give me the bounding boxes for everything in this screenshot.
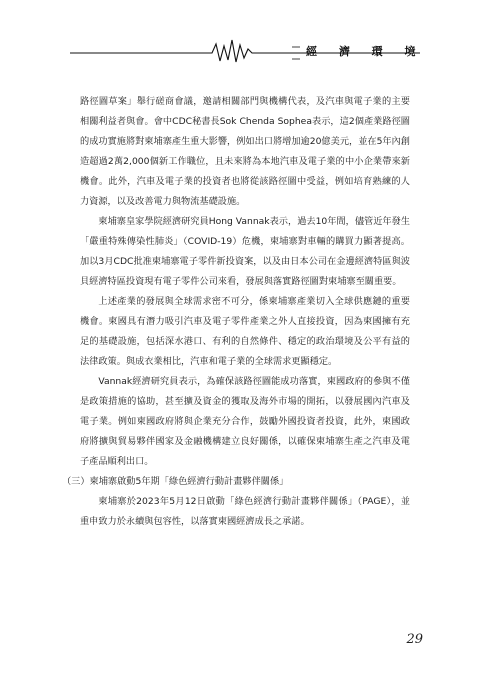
paragraph-5: 柬埔寨於2023年5月12日啟動「綠色經濟行動計畫夥伴關係」（PAGE），並重申致力於永續與包容性，以落實柬國經濟成長之承諾。 xyxy=(80,496,410,527)
page-number: 29 xyxy=(406,632,423,647)
page-header xyxy=(0,0,480,70)
paragraph-4: Vannak經濟研究員表示，為確保該路徑圖能成功落實，柬國政府的參與不僅是政策措施的協助，甚至擴及資金的獲取及海外市場的開拓，以發展國內汽車及電子業。例如柬國政府將與企業充分合作，鼓勵外國投資者投資，此外，柬國政府將擴與貿易夥伴國家及金融機構建立良好關係，以確保柬埔寨生產之汽車及電子產品順利出口。 xyxy=(80,376,410,467)
header-heartbeat-line xyxy=(0,0,480,70)
paragraph-1: 路徑圖草案」舉行磋商會議，邀請相關部門與機構代表，及汽車與電子業的主要相關利益者與會。會中CDC秘書長Sok Chenda Sophea表示，這2個產業路徑圖的成功實施將對柬埔寨產生重大影響，例如出口將增加逾20億美元，並在5年內創造超過2萬2,000個新工作職位，且未來將為本地汽車及電子業的中小企業帶來新機會。此外，汽車及電子業的投資者也將從該路徑圖中受益，例如培育熟練的人力資源，以及改善電力與物流基礎設施。 xyxy=(80,96,410,207)
document-body xyxy=(62,92,410,532)
header-title: 經 濟 環 境 xyxy=(306,45,425,58)
paragraph-3: 上述產業的發展與全球需求密不可分，係柬埔寨產業切入全球供應鏈的重要機會。柬國具有潛力吸引汽車及電子零件產業之外人直接投資，因為柬國擁有充足的基礎設施，包括深水港口、有利的自然條件、穩定的政治環境及公平有益的法律政策。與成衣業相比，汽車和電子業的全球需求更顯穩定。 xyxy=(80,296,410,367)
section-heading: （三）柬埔寨啟動5年期「綠色經濟行動計畫夥伴關係」 xyxy=(62,476,289,487)
paragraph-2: 柬埔寨皇家學院經濟研究員Hong Vannak表示，過去10年間，儘管近年發生「嚴重特殊傳染性肺炎」（COVID-19）危機，柬埔寨對車輛的購買力顯著提高。加以3月CDC批准柬埔寨電子零件新投資案，以及由日本公司在金邊經濟特區與波貝經濟特區投資現有電子零件公司來看，發展與落實路徑圖對柬埔寨至關重要。 xyxy=(80,216,410,287)
